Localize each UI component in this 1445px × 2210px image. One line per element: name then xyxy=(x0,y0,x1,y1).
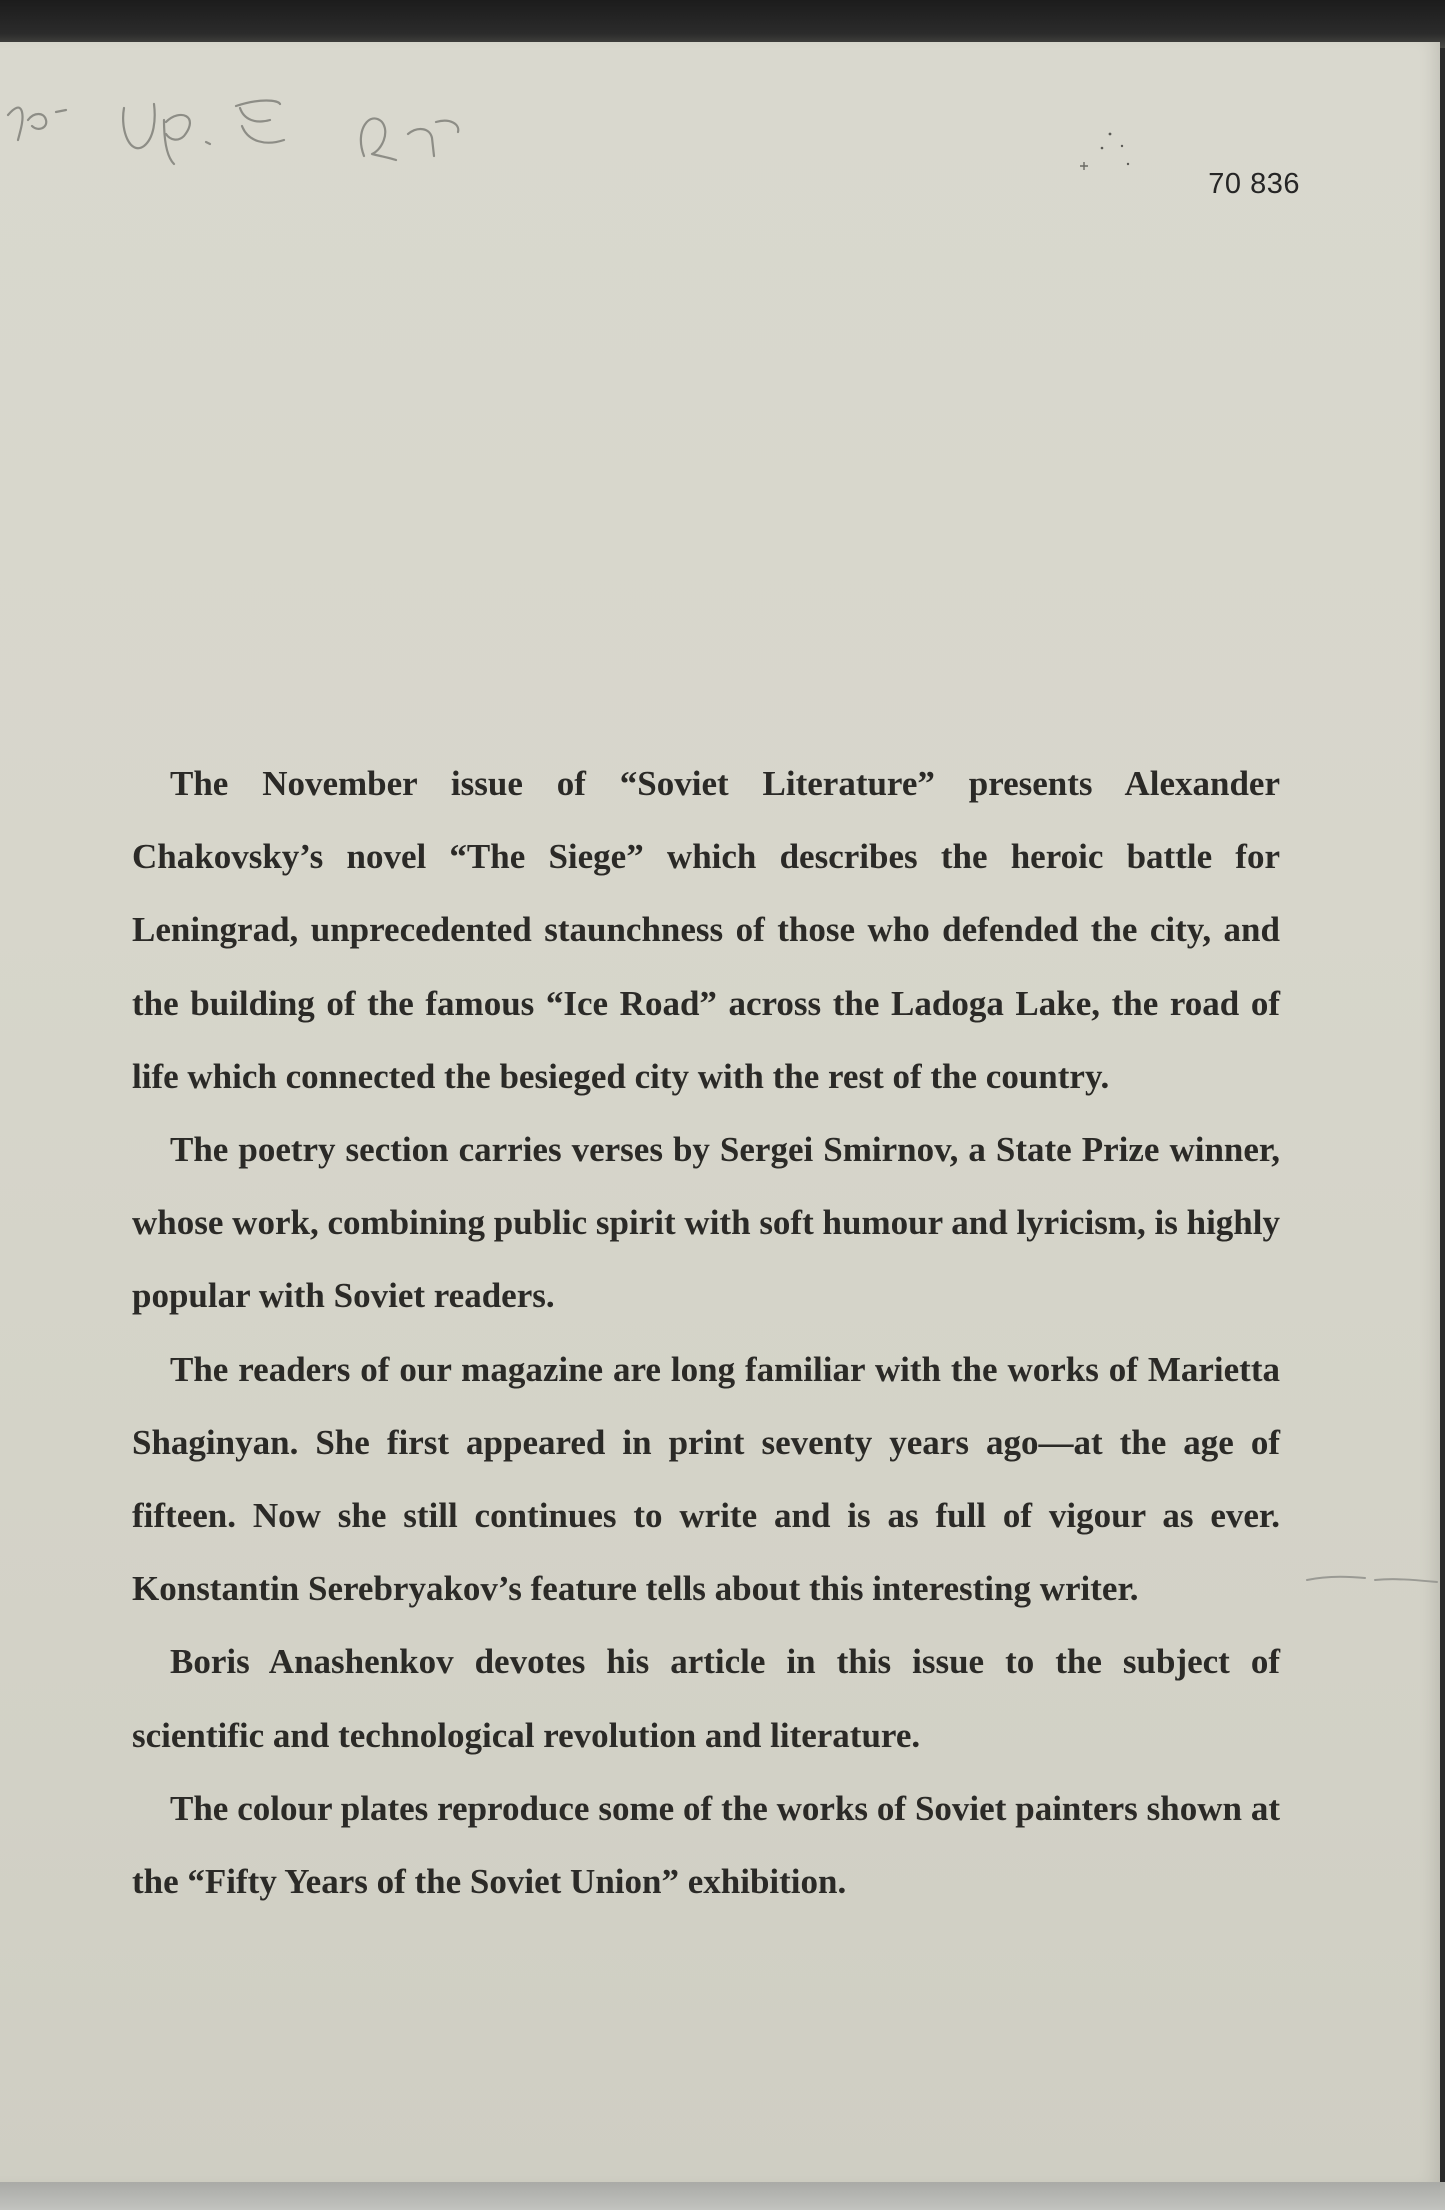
paragraph-colour-plates: The colour plates reproduce some of the works of Soviet painters shown at the “Fifty Years of the Soviet Union” exhibition. xyxy=(132,1788,1280,1902)
paragraph-shaginyan: The readers of our magazine are long familiar with the works of Marietta Shaginyan. She first appeared in print seventy years ago—at the age of fifteen. Now she still continues to write and is as full of vigour as ever. Konstantin Serebryakov’s feature tells about this interesting writer. xyxy=(132,1349,1280,1609)
scan-bottom-edge xyxy=(0,2182,1445,2210)
pencil-scribble-icon xyxy=(4,60,474,170)
pencil-mark xyxy=(1305,1570,1440,1586)
ink-specks xyxy=(1070,120,1150,180)
catalog-number: 70 836 xyxy=(1208,168,1300,200)
back-cover-blurb xyxy=(132,747,1280,1918)
paragraph-siege: The November issue of “Soviet Literature” presents Alexander Chakovsky’s novel “The Siege” which describes the heroic battle for Leningrad, unprecedented staunchness of those who defended the city, and the building of the famous “Ice Road” across the Ladoga Lake, the road of life which connected the besieged city with the rest of the country. xyxy=(132,764,1280,1096)
paragraph-poetry: The poetry section carries verses by Sergei Smirnov, a State Prize winner, whose work, combining public spirit with soft humour and lyricism, is highly popular with Soviet readers. xyxy=(132,1130,1280,1316)
scan-top-edge xyxy=(0,0,1445,48)
paragraph-anashenkov: Boris Anashenkov devotes his article in this issue to the subject of scientific and technological revolution and literature. xyxy=(132,1642,1280,1755)
